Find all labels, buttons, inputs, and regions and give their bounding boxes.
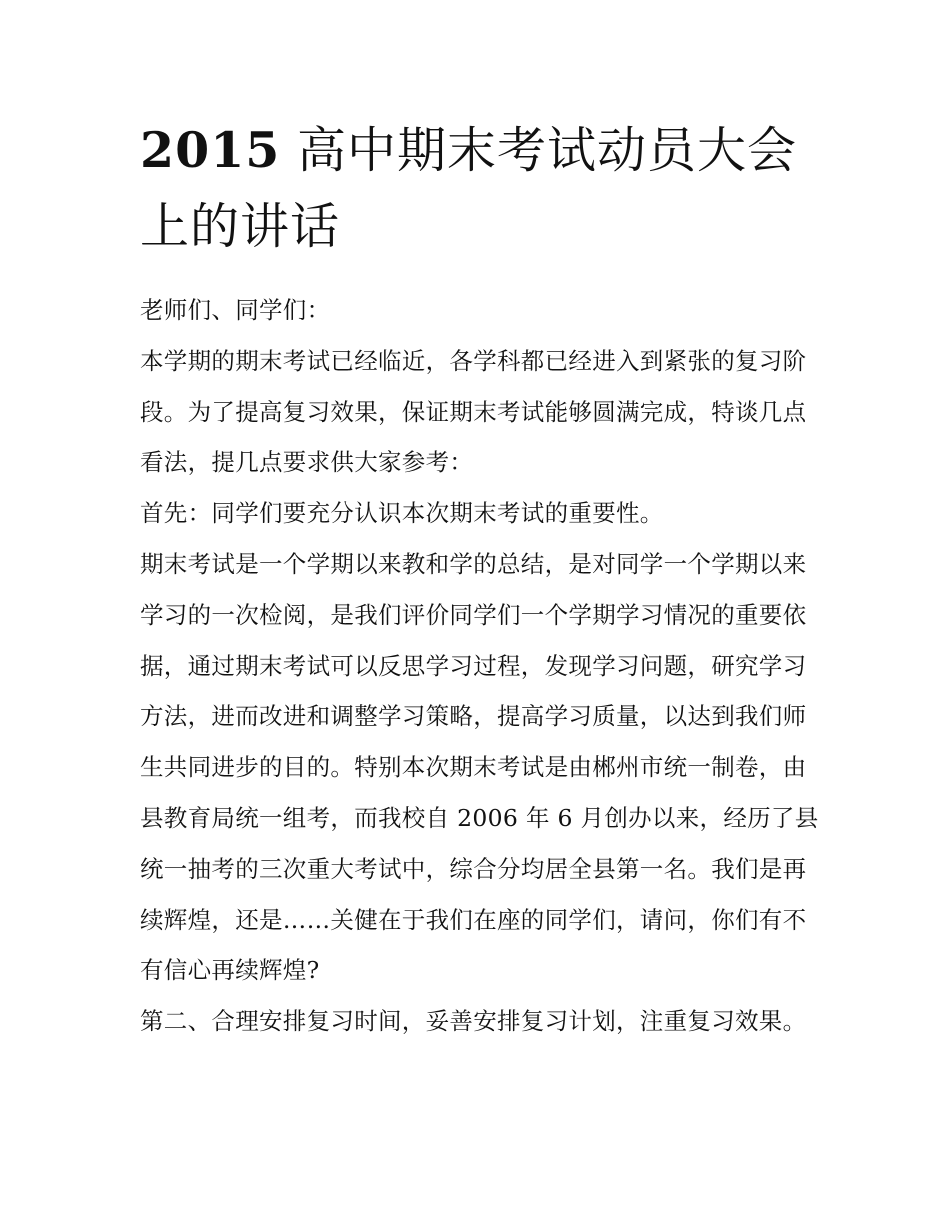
paragraph-second-point: 第二、合理安排复习时间，妥善安排复习计划，注重复习效果。 [140,1007,807,1036]
paragraph-greeting: 老师们、同学们： [140,296,331,324]
document-page [140,112,820,1047]
paragraph-intro: 本学期的期末考试已经临近，各学科都已经进入到紧张的复习阶段。为了提高复习效果，保证期末考试能够圆满完成，特谈几点看法，提几点要求供大家参考： [140,346,807,477]
title-year: 2015 [140,121,281,179]
title-text: 高中期末考试动员大会上的讲话 [140,122,797,255]
document-title [140,112,820,265]
paragraph-importance: 期末考试是一个学期以来教和学的总结，是对同学一个学期以来学习的一次检阅，是我们评价同学们一个学期学习情况的重要依据，通过期末考试可以反思学习过程，发现学习问题，研究学习方法，进而改进和调整学习策略，提高学习质量，以达到我们师生共同进步的目的。特别本次期末考试是由郴州市统一制卷，由县教育局统一组考，而我校自 2006 年 6 月创办以来，经历了县统一抽考的三次重大考试中，综合分均居全县第一名。我们是再续辉煌，还是……关健在于我们在座的同学们，请问，你们有不有信心再续辉煌? [140,549,819,985]
document-body [140,285,820,1047]
paragraph-first-point: 首先：同学们要充分认识本次期末考试的重要性。 [140,499,664,528]
